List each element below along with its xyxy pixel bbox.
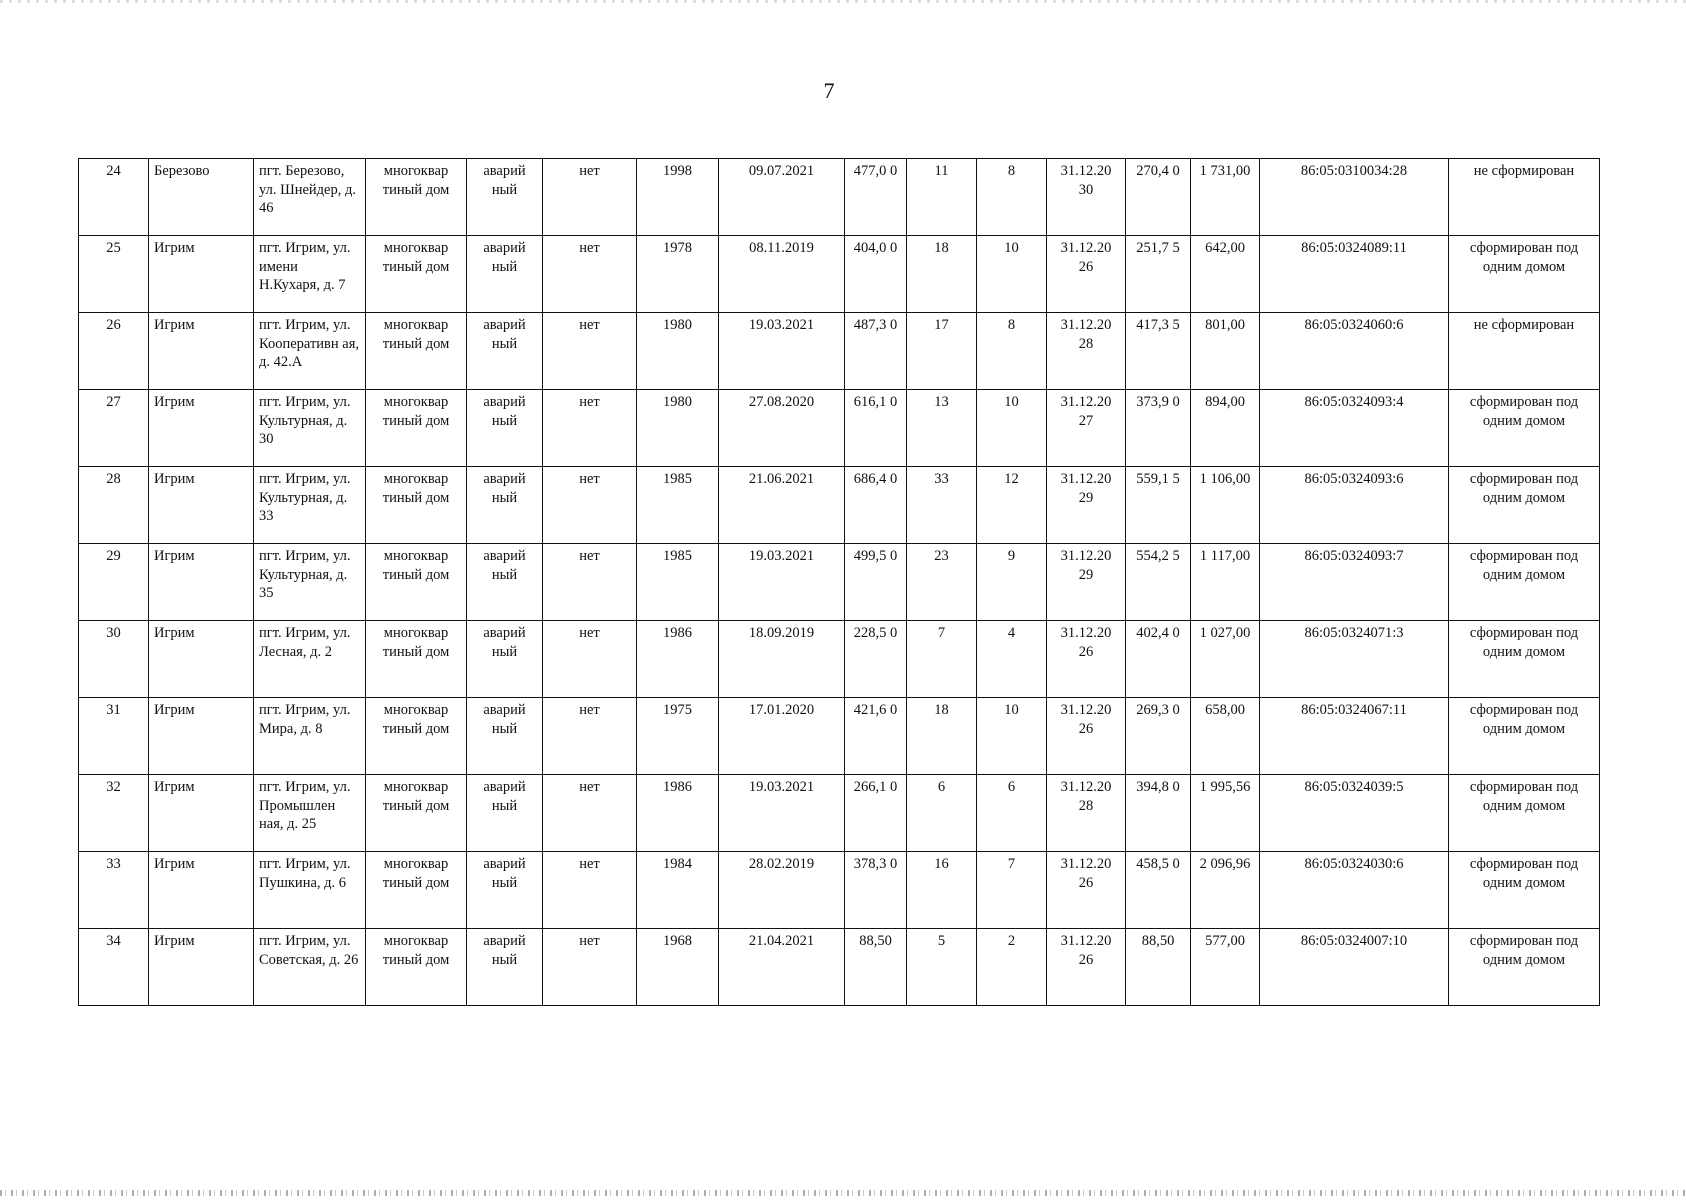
flats-cell: 10 [977, 236, 1047, 313]
address-cell: пгт. Игрим, ул. Культурная, д. 30 [254, 390, 366, 467]
scan-edge-bottom [0, 1190, 1686, 1196]
scan-edge-top [0, 0, 1686, 3]
settlement-cell: Игрим [149, 467, 254, 544]
building-type-cell: многоквар тиный дом [366, 621, 467, 698]
row-number: 28 [79, 467, 149, 544]
cost-cell: 642,00 [1191, 236, 1260, 313]
condition-cell: аварий ный [467, 929, 543, 1006]
settlement-cell: Игрим [149, 544, 254, 621]
flag-cell: нет [543, 467, 637, 544]
flag-cell: нет [543, 775, 637, 852]
condition-cell: аварий ный [467, 236, 543, 313]
cadastral-number-cell: 86:05:0324060:6 [1260, 313, 1449, 390]
address-cell: пгт. Игрим, ул. Мира, д. 8 [254, 698, 366, 775]
area-cell: 404,0 0 [845, 236, 907, 313]
deadline-cell: 31.12.20 26 [1047, 929, 1126, 1006]
living-area-cell: 559,1 5 [1126, 467, 1191, 544]
condition-cell: аварий ный [467, 467, 543, 544]
date-cell: 19.03.2021 [719, 544, 845, 621]
cost-cell: 1 731,00 [1191, 159, 1260, 236]
land-plot-status-cell: сформирован под одним домом [1449, 929, 1600, 1006]
living-area-cell: 88,50 [1126, 929, 1191, 1006]
flag-cell: нет [543, 698, 637, 775]
cadastral-number-cell: 86:05:0324039:5 [1260, 775, 1449, 852]
cadastral-number-cell: 86:05:0310034:28 [1260, 159, 1449, 236]
year-cell: 1986 [637, 621, 719, 698]
living-area-cell: 269,3 0 [1126, 698, 1191, 775]
living-area-cell: 417,3 5 [1126, 313, 1191, 390]
deadline-cell: 31.12.20 30 [1047, 159, 1126, 236]
cadastral-number-cell: 86:05:0324007:10 [1260, 929, 1449, 1006]
cadastral-number-cell: 86:05:0324093:6 [1260, 467, 1449, 544]
living-area-cell: 554,2 5 [1126, 544, 1191, 621]
land-plot-status-cell: не сформирован [1449, 159, 1600, 236]
cadastral-number-cell: 86:05:0324071:3 [1260, 621, 1449, 698]
residents-cell: 6 [907, 775, 977, 852]
cost-cell: 894,00 [1191, 390, 1260, 467]
date-cell: 27.08.2020 [719, 390, 845, 467]
table-row [79, 929, 1600, 1006]
cost-cell: 577,00 [1191, 929, 1260, 1006]
table-row [79, 852, 1600, 929]
condition-cell: аварий ный [467, 698, 543, 775]
year-cell: 1980 [637, 390, 719, 467]
area-cell: 477,0 0 [845, 159, 907, 236]
land-plot-status-cell: сформирован под одним домом [1449, 852, 1600, 929]
flats-cell: 2 [977, 929, 1047, 1006]
table-row [79, 159, 1600, 236]
cost-cell: 2 096,96 [1191, 852, 1260, 929]
address-cell: пгт. Игрим, ул. Кооперативн ая, д. 42.А [254, 313, 366, 390]
settlement-cell: Игрим [149, 313, 254, 390]
condition-cell: аварий ный [467, 313, 543, 390]
land-plot-status-cell: сформирован под одним домом [1449, 467, 1600, 544]
row-number: 32 [79, 775, 149, 852]
deadline-cell: 31.12.20 29 [1047, 467, 1126, 544]
residents-cell: 5 [907, 929, 977, 1006]
condition-cell: аварий ный [467, 621, 543, 698]
settlement-cell: Игрим [149, 929, 254, 1006]
area-cell: 88,50 [845, 929, 907, 1006]
residents-cell: 16 [907, 852, 977, 929]
page-number: 7 [823, 78, 835, 103]
address-cell: пгт. Игрим, ул. Пушкина, д. 6 [254, 852, 366, 929]
cost-cell: 1 117,00 [1191, 544, 1260, 621]
year-cell: 1986 [637, 775, 719, 852]
year-cell: 1985 [637, 467, 719, 544]
deadline-cell: 31.12.20 26 [1047, 698, 1126, 775]
date-cell: 21.04.2021 [719, 929, 845, 1006]
flag-cell: нет [543, 621, 637, 698]
deadline-cell: 31.12.20 27 [1047, 390, 1126, 467]
condition-cell: аварий ный [467, 775, 543, 852]
address-cell: пгт. Игрим, ул. Промышлен ная, д. 25 [254, 775, 366, 852]
settlement-cell: Игрим [149, 390, 254, 467]
row-number: 26 [79, 313, 149, 390]
row-number: 33 [79, 852, 149, 929]
address-cell: пгт. Игрим, ул. Культурная, д. 35 [254, 544, 366, 621]
residents-cell: 33 [907, 467, 977, 544]
table-row [79, 775, 1600, 852]
table-row [79, 698, 1600, 775]
residents-cell: 18 [907, 698, 977, 775]
settlement-cell: Игрим [149, 698, 254, 775]
table-row [79, 621, 1600, 698]
year-cell: 1968 [637, 929, 719, 1006]
settlement-cell: Игрим [149, 775, 254, 852]
condition-cell: аварий ный [467, 390, 543, 467]
year-cell: 1978 [637, 236, 719, 313]
settlement-cell: Игрим [149, 236, 254, 313]
row-number: 27 [79, 390, 149, 467]
table-row [79, 544, 1600, 621]
flats-cell: 9 [977, 544, 1047, 621]
land-plot-status-cell: сформирован под одним домом [1449, 621, 1600, 698]
row-number: 30 [79, 621, 149, 698]
settlement-cell: Игрим [149, 852, 254, 929]
flag-cell: нет [543, 929, 637, 1006]
residents-cell: 11 [907, 159, 977, 236]
address-cell: пгт. Игрим, ул. Советская, д. 26 [254, 929, 366, 1006]
date-cell: 21.06.2021 [719, 467, 845, 544]
land-plot-status-cell: сформирован под одним домом [1449, 390, 1600, 467]
deadline-cell: 31.12.20 26 [1047, 621, 1126, 698]
date-cell: 09.07.2021 [719, 159, 845, 236]
flats-cell: 7 [977, 852, 1047, 929]
flag-cell: нет [543, 852, 637, 929]
flats-cell: 12 [977, 467, 1047, 544]
area-cell: 266,1 0 [845, 775, 907, 852]
cost-cell: 1 027,00 [1191, 621, 1260, 698]
year-cell: 1984 [637, 852, 719, 929]
row-number: 25 [79, 236, 149, 313]
cadastral-number-cell: 86:05:0324093:7 [1260, 544, 1449, 621]
living-area-cell: 402,4 0 [1126, 621, 1191, 698]
residents-cell: 7 [907, 621, 977, 698]
land-plot-status-cell: сформирован под одним домом [1449, 544, 1600, 621]
date-cell: 18.09.2019 [719, 621, 845, 698]
building-type-cell: многоквар тиный дом [366, 159, 467, 236]
area-cell: 421,6 0 [845, 698, 907, 775]
residents-cell: 17 [907, 313, 977, 390]
condition-cell: аварий ный [467, 544, 543, 621]
table-row [79, 313, 1600, 390]
condition-cell: аварий ный [467, 852, 543, 929]
deadline-cell: 31.12.20 29 [1047, 544, 1126, 621]
table-row [79, 236, 1600, 313]
area-cell: 378,3 0 [845, 852, 907, 929]
residents-cell: 13 [907, 390, 977, 467]
flag-cell: нет [543, 313, 637, 390]
cost-cell: 1 106,00 [1191, 467, 1260, 544]
living-area-cell: 458,5 0 [1126, 852, 1191, 929]
date-cell: 08.11.2019 [719, 236, 845, 313]
building-type-cell: многоквар тиный дом [366, 313, 467, 390]
deadline-cell: 31.12.20 28 [1047, 313, 1126, 390]
building-type-cell: многоквар тиный дом [366, 698, 467, 775]
flag-cell: нет [543, 544, 637, 621]
housing-registry-table [78, 158, 1600, 1006]
table-row [79, 467, 1600, 544]
cadastral-number-cell: 86:05:0324093:4 [1260, 390, 1449, 467]
flats-cell: 10 [977, 698, 1047, 775]
area-cell: 487,3 0 [845, 313, 907, 390]
flats-cell: 8 [977, 159, 1047, 236]
year-cell: 1985 [637, 544, 719, 621]
row-number: 31 [79, 698, 149, 775]
row-number: 29 [79, 544, 149, 621]
year-cell: 1998 [637, 159, 719, 236]
living-area-cell: 270,4 0 [1126, 159, 1191, 236]
flats-cell: 8 [977, 313, 1047, 390]
residents-cell: 23 [907, 544, 977, 621]
flag-cell: нет [543, 390, 637, 467]
date-cell: 17.01.2020 [719, 698, 845, 775]
land-plot-status-cell: сформирован под одним домом [1449, 698, 1600, 775]
building-type-cell: многоквар тиный дом [366, 852, 467, 929]
flag-cell: нет [543, 159, 637, 236]
flats-cell: 10 [977, 390, 1047, 467]
deadline-cell: 31.12.20 26 [1047, 852, 1126, 929]
deadline-cell: 31.12.20 28 [1047, 775, 1126, 852]
row-number: 34 [79, 929, 149, 1006]
address-cell: пгт. Игрим, ул. Лесная, д. 2 [254, 621, 366, 698]
building-type-cell: многоквар тиный дом [366, 929, 467, 1006]
date-cell: 19.03.2021 [719, 313, 845, 390]
area-cell: 686,4 0 [845, 467, 907, 544]
year-cell: 1980 [637, 313, 719, 390]
flag-cell: нет [543, 236, 637, 313]
year-cell: 1975 [637, 698, 719, 775]
area-cell: 616,1 0 [845, 390, 907, 467]
cadastral-number-cell: 86:05:0324089:11 [1260, 236, 1449, 313]
living-area-cell: 373,9 0 [1126, 390, 1191, 467]
address-cell: пгт. Березово, ул. Шнейдер, д. 46 [254, 159, 366, 236]
building-type-cell: многоквар тиный дом [366, 775, 467, 852]
settlement-cell: Игрим [149, 621, 254, 698]
settlement-cell: Березово [149, 159, 254, 236]
living-area-cell: 394,8 0 [1126, 775, 1191, 852]
row-number: 24 [79, 159, 149, 236]
land-plot-status-cell: сформирован под одним домом [1449, 236, 1600, 313]
address-cell: пгт. Игрим, ул. имени Н.Кухаря, д. 7 [254, 236, 366, 313]
deadline-cell: 31.12.20 26 [1047, 236, 1126, 313]
land-plot-status-cell: не сформирован [1449, 313, 1600, 390]
building-type-cell: многоквар тиный дом [366, 467, 467, 544]
land-plot-status-cell: сформирован под одним домом [1449, 775, 1600, 852]
date-cell: 19.03.2021 [719, 775, 845, 852]
building-type-cell: многоквар тиный дом [366, 236, 467, 313]
cadastral-number-cell: 86:05:0324030:6 [1260, 852, 1449, 929]
cadastral-number-cell: 86:05:0324067:11 [1260, 698, 1449, 775]
flats-cell: 6 [977, 775, 1047, 852]
table-row [79, 390, 1600, 467]
flats-cell: 4 [977, 621, 1047, 698]
address-cell: пгт. Игрим, ул. Культурная, д. 33 [254, 467, 366, 544]
building-type-cell: многоквар тиный дом [366, 544, 467, 621]
cost-cell: 658,00 [1191, 698, 1260, 775]
cost-cell: 1 995,56 [1191, 775, 1260, 852]
residents-cell: 18 [907, 236, 977, 313]
building-type-cell: многоквар тиный дом [366, 390, 467, 467]
date-cell: 28.02.2019 [719, 852, 845, 929]
living-area-cell: 251,7 5 [1126, 236, 1191, 313]
condition-cell: аварий ный [467, 159, 543, 236]
area-cell: 228,5 0 [845, 621, 907, 698]
area-cell: 499,5 0 [845, 544, 907, 621]
cost-cell: 801,00 [1191, 313, 1260, 390]
